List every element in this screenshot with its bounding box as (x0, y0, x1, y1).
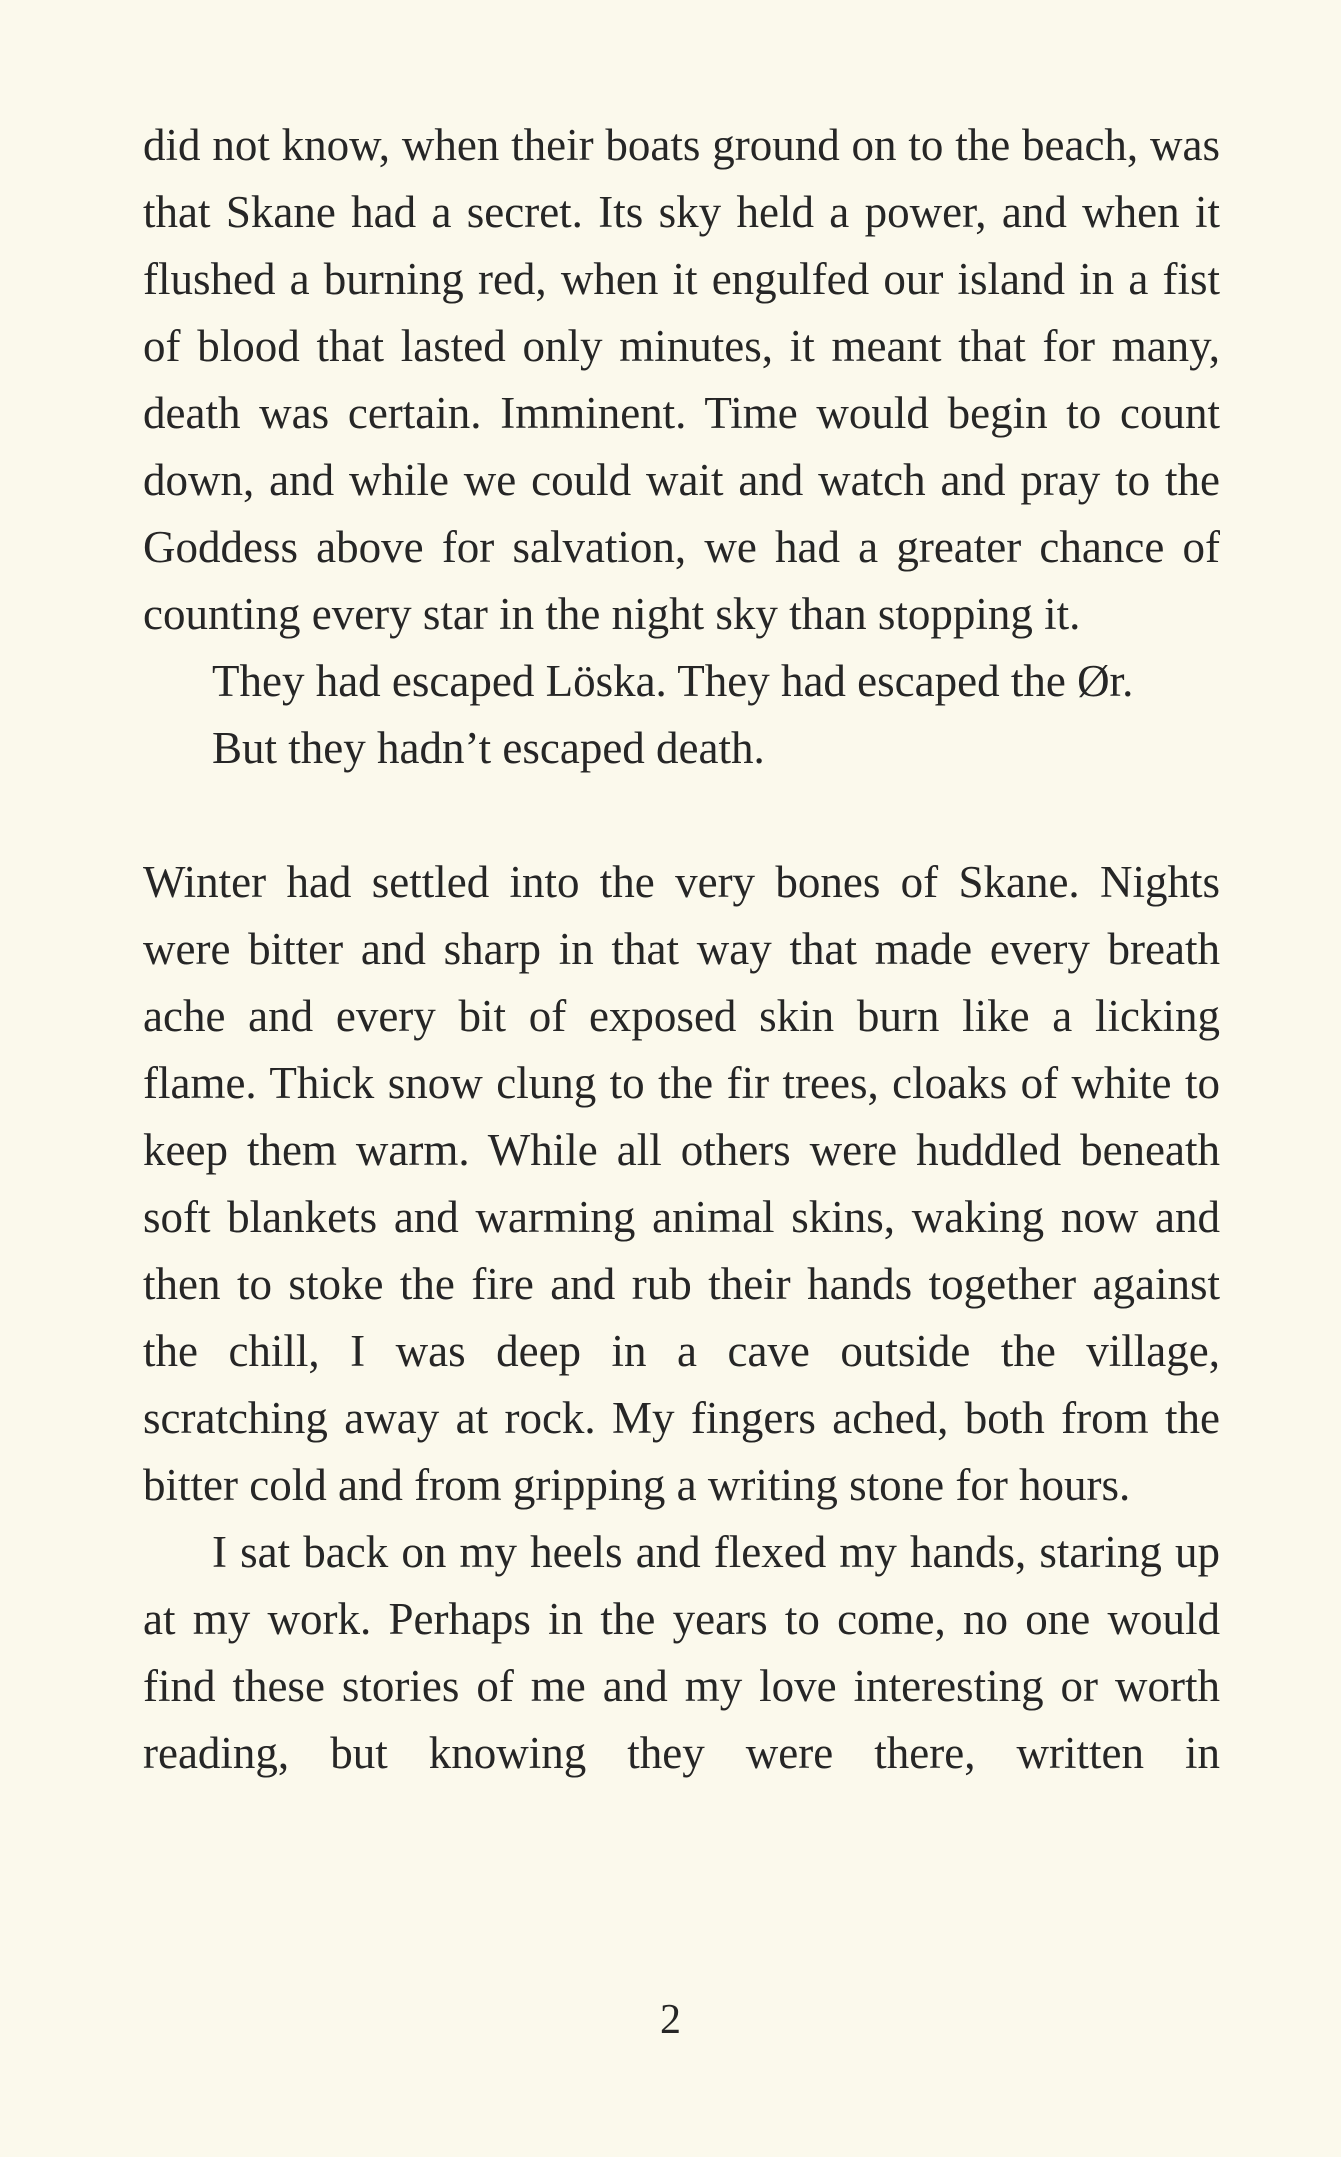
paragraph-1: did not know, when their boats ground on to the beach, was that Skane had a secret. Its sky held a power, and when it flushed a burning red, when it engulfed our island in a fist of blood that lasted only minutes, it meant that for many, death was certain. Imminent. Time would begin to count down, and while we could wait and watch and pray to the Goddess above for salvation, we had a greater chance of counting every star in the night sky than stopping it. (143, 120, 1220, 639)
paragraph-4: Winter had settled into the very bones of Skane. Nights were bitter and sharp in that way that made every breath ache and every bit of exposed skin burn like a licking flame. Thick snow clung to the fir trees, cloaks of white to keep them warm. While all others were huddled beneath soft blankets and warming animal skins, waking now and then to stoke the fire and rub their hands together against the chill, I was deep in a cave outside the village, scratching away at rock. My fingers ached, both from the bitter cold and from gripping a writing stone for hours. (143, 857, 1220, 1510)
paragraph-3: But they hadn’t escaped death. (212, 723, 765, 773)
body-text (143, 112, 1220, 1787)
paragraph-2: They had escaped Löska. They had escaped the Ør. (212, 656, 1134, 706)
page-number: 2 (660, 1997, 681, 2043)
paragraph-5: I sat back on my heels and flexed my hands, staring up at my work. Perhaps in the years to come, no one would find these stories of me and my love interesting or worth reading, but knowing they were there, written in (143, 1527, 1220, 1778)
section-break (143, 782, 1220, 849)
